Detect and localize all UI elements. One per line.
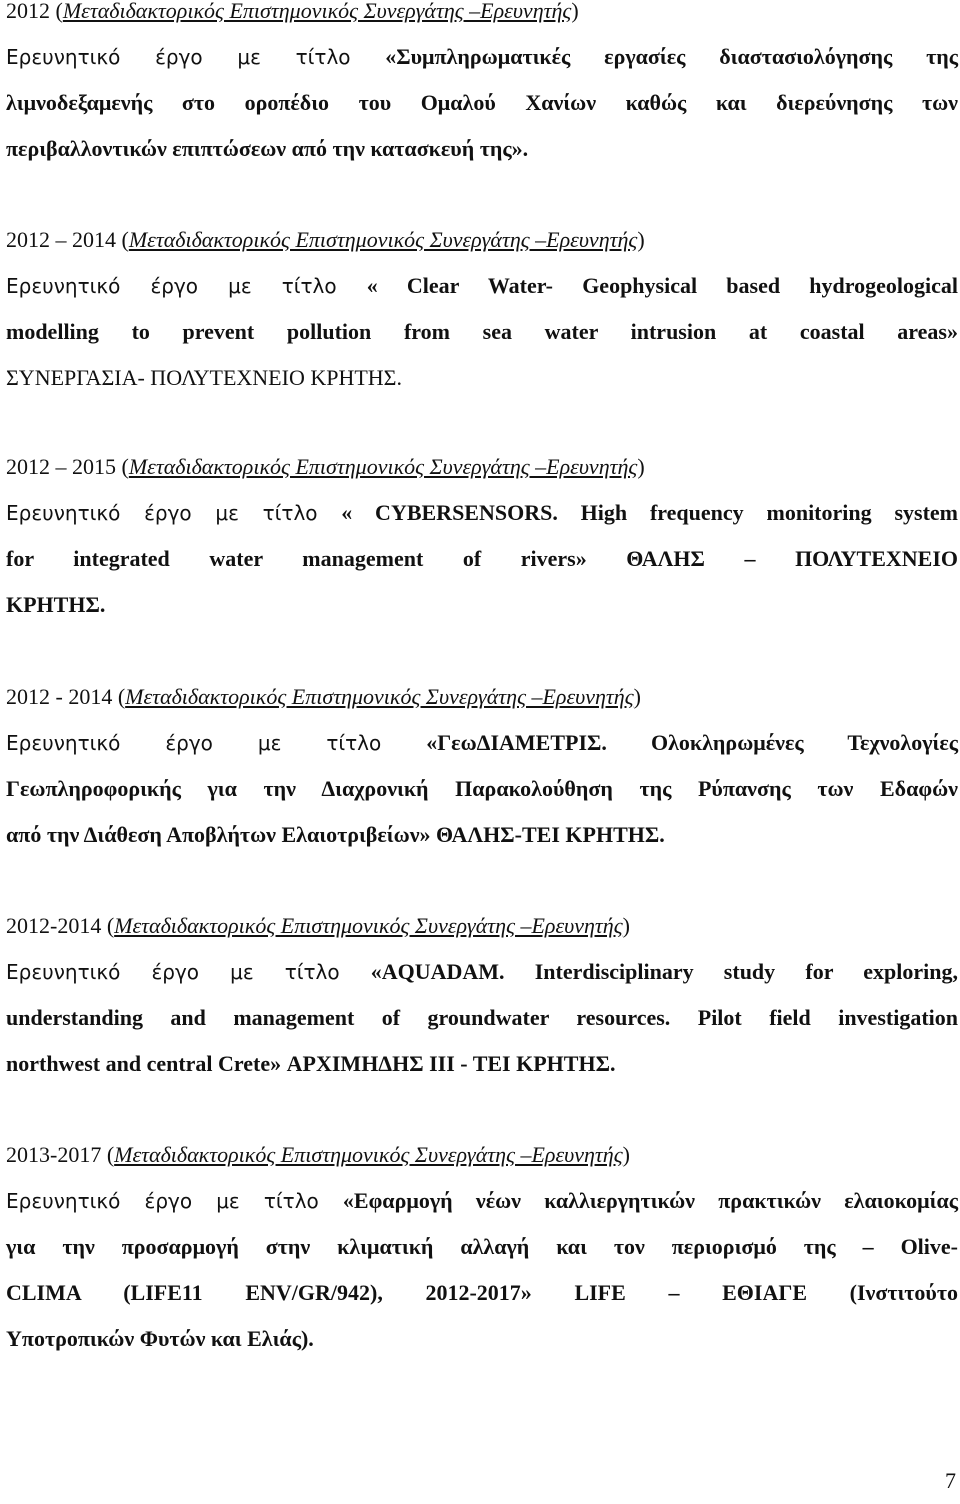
entry-years: 2012 ( <box>6 0 63 23</box>
line-bold: «AQUADAM. Interdisciplinary study for exploring, <box>370 959 958 984</box>
line-bold: for integrated water management of rivers» ΘΑΛΗΣ – ΠΟΛΥΤΕΧΝΕΙΟ <box>6 546 958 571</box>
entry-line <box>6 766 958 812</box>
entry-line <box>6 1178 958 1224</box>
entry-line <box>6 355 958 401</box>
line-bold: ΚΡΗΤΗΣ. <box>6 592 106 617</box>
entry-heading-close: ) <box>637 454 645 479</box>
entry-role: Μεταδιδακτορικός Επιστημονικός Συνεργάτης –Ερευνητής <box>114 913 623 938</box>
entry-line <box>6 80 958 126</box>
line-bold: modelling to prevent pollution from sea water intrusion at coastal areas» <box>6 319 958 344</box>
entry-line <box>6 582 958 628</box>
entry-heading <box>6 444 958 490</box>
entry-line <box>6 1270 958 1316</box>
project-entry <box>6 0 958 172</box>
entry-heading-close: ) <box>622 913 630 938</box>
entry-heading-close: ) <box>637 227 645 252</box>
line-bold: CLIMA (LIFE11 ENV/GR/942), 2012-2017» LIFE – ΕΘΙΑΓΕ (Ινστιτούτο <box>6 1280 958 1305</box>
project-entry <box>6 1132 958 1362</box>
line-bold: λιμνοδεξαμενής στο οροπέδιο του Ομαλού Χανίων καθώς και διερεύνησης των <box>6 90 958 115</box>
entry-line <box>6 126 958 172</box>
line-prefix: Ερευνητικό έργο με τίτλο <box>6 960 371 984</box>
entry-years: 2012 - 2014 ( <box>6 684 126 709</box>
entry-role: Μεταδιδακτορικός Επιστημονικός Συνεργάτης –Ερευνητής <box>62 0 572 23</box>
line-bold: understanding and management of groundwater resources. Pilot field investigation <box>6 1005 958 1030</box>
entry-line <box>6 812 958 858</box>
project-entry <box>6 903 958 1087</box>
line-prefix: Ερευνητικό έργο με τίτλο <box>6 45 386 69</box>
line-bold: Γεωπληροφορικής για την Διαχρονική Παρακολούθηση της Ρύπανσης των Εδαφών <box>6 776 958 801</box>
entry-line <box>6 536 958 582</box>
line-bold: από την Διάθεση Αποβλήτων Ελαιοτριβείων» ΘΑΛΗΣ-ΤΕΙ ΚΡΗΤΗΣ. <box>6 822 665 847</box>
line-bold: περιβαλλοντικών επιπτώσεων από την κατασκευή της». <box>6 136 529 161</box>
entry-years: 2013-2017 ( <box>6 1142 115 1167</box>
entry-heading <box>6 674 958 720</box>
line-prefix: Ερευνητικό έργο με τίτλο <box>6 1189 343 1213</box>
entry-role: Μεταδιδακτορικός Επιστημονικός Συνεργάτης –Ερευνητής <box>114 1142 623 1167</box>
project-entry <box>6 444 958 628</box>
entry-line <box>6 995 958 1041</box>
project-entry <box>6 217 958 401</box>
entry-role: Μεταδιδακτορικός Επιστημονικός Συνεργάτης –Ερευνητής <box>128 227 638 252</box>
entry-heading <box>6 1132 958 1178</box>
entry-line <box>6 309 958 355</box>
entry-role: Μεταδιδακτορικός Επιστημονικός Συνεργάτης –Ερευνητής <box>128 454 638 479</box>
entry-years: 2012-2014 ( <box>6 913 115 938</box>
entry-line <box>6 720 958 766</box>
project-entry <box>6 674 958 858</box>
line-bold: για την προσαρμογή στην κλιματική αλλαγή και τον περιορισμό της – Olive- <box>6 1234 958 1259</box>
entry-years: 2012 – 2014 ( <box>6 227 129 252</box>
line-bold: «Εφαρμογή νέων καλλιεργητικών πρακτικών ελαιοκομίας <box>342 1188 959 1213</box>
line-bold: «ΓεωΔΙΑΜΕΤΡΙΣ. Ολοκληρωμένες Τεχνολογίες <box>426 730 959 755</box>
line-prefix: Ερευνητικό έργο με τίτλο <box>6 501 342 525</box>
entry-line <box>6 1224 958 1270</box>
entry-line <box>6 34 958 80</box>
entry-heading-close: ) <box>571 0 579 23</box>
line-bold: « CYBERSENSORS. High frequency monitoring system <box>341 500 958 525</box>
entry-line <box>6 263 958 309</box>
line-bold: « Clear Water- Geophysical based hydrogeological <box>366 273 958 298</box>
page-number: 7 <box>945 1468 956 1493</box>
entry-heading <box>6 0 958 34</box>
line-prefix: Ερευνητικό έργο με τίτλο <box>6 731 427 755</box>
line-rest: ΣΥΝΕΡΓΑΣΙΑ- ΠΟΛΥΤΕΧΝΕΙΟ ΚΡΗΤΗΣ. <box>6 365 402 390</box>
entry-role: Μεταδιδακτορικός Επιστημονικός Συνεργάτης –Ερευνητής <box>125 684 634 709</box>
entry-heading-close: ) <box>633 684 641 709</box>
line-prefix: Ερευνητικό έργο με τίτλο <box>6 274 367 298</box>
line-bold: northwest and central Crete» ΑΡΧΙΜΗΔΗΣ ΙΙΙ - ΤΕΙ ΚΡΗΤΗΣ. <box>6 1051 616 1076</box>
entry-line <box>6 1041 958 1087</box>
line-bold: Υποτροπικών Φυτών και Ελιάς). <box>6 1326 314 1351</box>
entry-heading-close: ) <box>622 1142 630 1167</box>
entry-heading <box>6 903 958 949</box>
entry-years: 2012 – 2015 ( <box>6 454 129 479</box>
entry-line <box>6 1316 958 1362</box>
entry-line <box>6 490 958 536</box>
entry-heading <box>6 217 958 263</box>
entry-line <box>6 949 958 995</box>
line-bold: «Συμπληρωματικές εργασίες διαστασιολόγησης της <box>385 44 958 69</box>
